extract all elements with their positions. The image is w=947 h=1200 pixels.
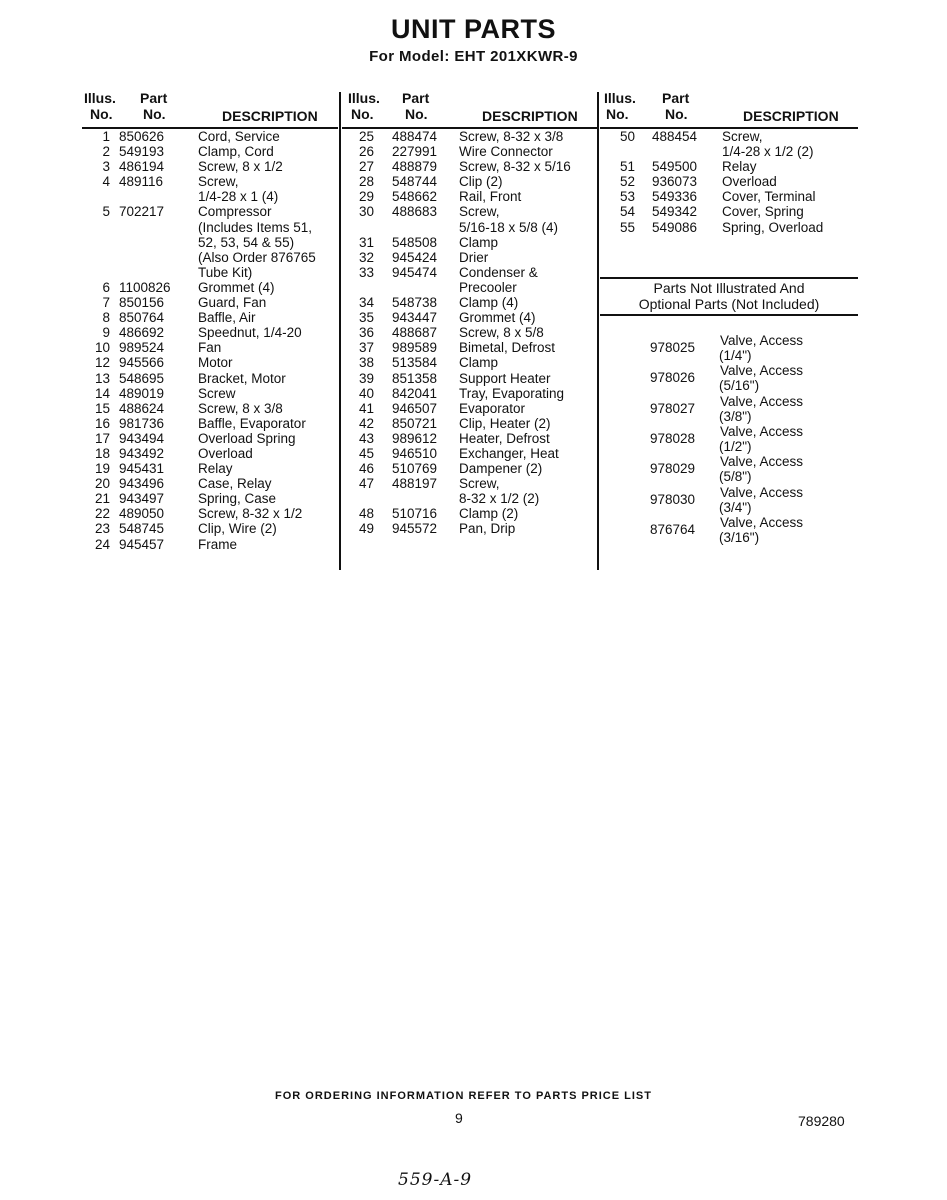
part-number: 489116 bbox=[119, 174, 164, 190]
part-description: Clamp (2) bbox=[459, 506, 519, 522]
part-description: Baffle, Evaporator bbox=[198, 415, 306, 431]
illus-number: 32 bbox=[358, 249, 374, 265]
part-description: Clip (2) bbox=[459, 174, 503, 190]
part-number: 946507 bbox=[392, 400, 438, 416]
part-description: Cover, Spring bbox=[722, 204, 804, 220]
part-number: 549336 bbox=[652, 189, 698, 205]
optional-part-number: 876764 bbox=[650, 521, 696, 537]
illus-number: 35 bbox=[358, 310, 374, 326]
document-number: 789280 bbox=[798, 1113, 845, 1129]
part-description: Spring, Case bbox=[198, 491, 277, 507]
part-number: 945572 bbox=[392, 521, 438, 537]
optional-part-size: (3/16") bbox=[719, 529, 760, 545]
illus-number: 47 bbox=[358, 476, 374, 492]
part-number: 488683 bbox=[392, 204, 438, 220]
part-number: 489019 bbox=[119, 385, 165, 401]
optional-part-description: Valve, Access bbox=[720, 454, 804, 470]
illus-number: 21 bbox=[94, 491, 110, 507]
illus-number: 46 bbox=[358, 461, 374, 477]
illus-number: 15 bbox=[94, 400, 110, 416]
part-number: 945457 bbox=[119, 536, 165, 552]
part-description: Support Heater bbox=[459, 370, 551, 386]
part-number: 488454 bbox=[652, 129, 698, 144]
illus-number: 23 bbox=[94, 521, 110, 537]
illus-number: 42 bbox=[358, 415, 374, 431]
illus-number: 49 bbox=[358, 521, 374, 537]
part-number: 486194 bbox=[119, 159, 165, 175]
part-description: 52, 53, 54 & 55) bbox=[198, 234, 295, 250]
illus-number: 13 bbox=[94, 370, 110, 386]
illus-header: Illus. No. bbox=[348, 90, 380, 122]
part-number: 943497 bbox=[119, 491, 165, 507]
part-description: Overload bbox=[722, 174, 777, 190]
part-header: Part No. bbox=[140, 90, 168, 122]
part-number: 549086 bbox=[652, 219, 698, 235]
part-description: Wire Connector bbox=[459, 144, 553, 160]
part-description: Clamp bbox=[459, 234, 499, 250]
part-description: Screw, 8-32 x 3/8 bbox=[459, 129, 564, 144]
part-description: (Includes Items 51, bbox=[198, 219, 313, 235]
part-description: Drier bbox=[459, 249, 489, 265]
optional-part-description: Valve, Access bbox=[720, 484, 804, 500]
part-description: Exchanger, Heat bbox=[459, 445, 559, 461]
part-number: 227991 bbox=[392, 144, 438, 160]
part-number: 488687 bbox=[392, 325, 438, 341]
part-header: Part No. bbox=[402, 90, 430, 122]
part-number: 489050 bbox=[119, 506, 165, 522]
part-description: Motor bbox=[198, 355, 233, 371]
illus-number: 26 bbox=[358, 144, 374, 160]
part-description: Clip, Wire (2) bbox=[198, 521, 277, 537]
optional-part-number: 978026 bbox=[650, 370, 696, 386]
part-number: 513584 bbox=[392, 355, 438, 371]
part-description: Screw, 8 x 1/2 bbox=[198, 159, 283, 175]
parts-column-2 bbox=[342, 90, 598, 570]
part-description: Screw, bbox=[459, 204, 500, 220]
illus-number: 36 bbox=[358, 325, 374, 341]
part-description: Clip, Heater (2) bbox=[459, 415, 551, 431]
illus-number: 29 bbox=[358, 189, 374, 205]
part-description: 5/16-18 x 5/8 (4) bbox=[459, 219, 559, 235]
part-number: 548662 bbox=[392, 189, 438, 205]
optional-part-description: Valve, Access bbox=[720, 333, 804, 348]
part-description: Spring, Overload bbox=[722, 219, 824, 235]
part-number: 510769 bbox=[392, 461, 438, 477]
part-number: 989589 bbox=[392, 340, 438, 356]
illus-header: Illus. No. bbox=[604, 90, 636, 122]
part-number: 945431 bbox=[119, 461, 165, 477]
illus-number: 43 bbox=[358, 430, 374, 446]
description-header: DESCRIPTION bbox=[222, 108, 318, 124]
optional-part-size: (3/8") bbox=[719, 408, 752, 424]
part-description: Screw, 8-32 x 1/2 bbox=[198, 506, 303, 522]
model-subtitle: For Model: EHT 201XKWR-9 bbox=[369, 48, 578, 65]
part-description: Clamp bbox=[459, 355, 499, 371]
ordering-info-footer: FOR ORDERING INFORMATION REFER TO PARTS PRICE LIST bbox=[275, 1090, 652, 1102]
part-number: 488474 bbox=[392, 129, 438, 144]
part-number: 842041 bbox=[392, 385, 438, 401]
column-divider bbox=[339, 92, 341, 570]
illus-number: 27 bbox=[358, 159, 374, 175]
part-number: 945566 bbox=[119, 355, 165, 371]
illus-header: Illus. No. bbox=[84, 90, 116, 122]
optional-part-description: Valve, Access bbox=[720, 423, 804, 439]
part-description: Overload Spring bbox=[198, 430, 296, 446]
part-description: 1/4-28 x 1/2 (2) bbox=[722, 144, 814, 160]
part-description: 1/4-28 x 1 (4) bbox=[198, 189, 279, 205]
handwritten-note: 559-A-9 bbox=[398, 1170, 473, 1190]
illus-number: 25 bbox=[358, 129, 374, 144]
part-description: Fan bbox=[198, 340, 222, 356]
optional-part-size: (3/4") bbox=[719, 499, 752, 515]
part-description: Cord, Service bbox=[198, 129, 280, 144]
illus-number: 18 bbox=[94, 445, 110, 461]
page-number: 9 bbox=[455, 1110, 463, 1126]
illus-number: 50 bbox=[619, 129, 635, 144]
part-description: Dampener (2) bbox=[459, 461, 543, 477]
part-description: Guard, Fan bbox=[198, 295, 267, 311]
not-illustrated-heading: Parts Not Illustrated And Optional Parts (Not Included) bbox=[638, 280, 820, 312]
optional-part-description: Valve, Access bbox=[720, 393, 804, 409]
parts-column-3 bbox=[600, 90, 858, 570]
part-number: 488197 bbox=[392, 476, 438, 492]
optional-part-description: Valve, Access bbox=[720, 514, 804, 530]
part-description: Screw, 8 x 3/8 bbox=[198, 400, 283, 416]
part-description: Overload bbox=[198, 445, 253, 461]
part-description: Screw, bbox=[198, 174, 239, 190]
part-description: Precooler bbox=[459, 279, 517, 295]
part-description: Screw, bbox=[722, 129, 763, 144]
illus-number: 28 bbox=[358, 174, 374, 190]
part-description: Baffle, Air bbox=[198, 310, 256, 326]
part-description: Cover, Terminal bbox=[722, 189, 816, 205]
part-description: Relay bbox=[198, 461, 233, 477]
page-title: UNIT PARTS bbox=[391, 14, 556, 44]
part-number: 548508 bbox=[392, 234, 438, 250]
optional-part-number: 978025 bbox=[650, 340, 696, 355]
illus-number: 24 bbox=[94, 536, 110, 552]
illus-number: 31 bbox=[358, 234, 374, 250]
optional-part-description: Valve, Access bbox=[720, 363, 804, 379]
part-description: Screw, 8 x 5/8 bbox=[459, 325, 544, 341]
part-number: 851358 bbox=[392, 370, 438, 386]
illus-number: 3 bbox=[102, 159, 110, 175]
illus-number: 40 bbox=[358, 385, 374, 401]
part-description: Clamp (4) bbox=[459, 295, 519, 311]
part-number: 981736 bbox=[119, 415, 165, 431]
part-number: 488624 bbox=[119, 400, 165, 416]
optional-part-number: 978027 bbox=[650, 400, 696, 416]
illus-number: 10 bbox=[94, 340, 110, 356]
description-header: DESCRIPTION bbox=[743, 108, 839, 124]
illus-number: 8 bbox=[102, 310, 110, 326]
part-number: 850764 bbox=[119, 310, 165, 326]
part-description: Screw, 8-32 x 5/16 bbox=[459, 159, 571, 175]
part-description: Bracket, Motor bbox=[198, 370, 286, 386]
part-number: 943496 bbox=[119, 476, 165, 492]
illus-number: 30 bbox=[358, 204, 374, 220]
part-description: Frame bbox=[198, 536, 238, 552]
part-number: 702217 bbox=[119, 204, 165, 220]
part-number: 486692 bbox=[119, 325, 165, 341]
section-rule bbox=[600, 314, 858, 316]
illus-number: 4 bbox=[102, 174, 110, 190]
part-description: Grommet (4) bbox=[198, 279, 275, 295]
part-description: Evaporator bbox=[459, 400, 526, 416]
illus-number: 2 bbox=[102, 144, 110, 160]
part-number: 850626 bbox=[119, 129, 165, 144]
description-header: DESCRIPTION bbox=[482, 108, 578, 124]
part-description: Case, Relay bbox=[198, 476, 272, 492]
part-number: 548695 bbox=[119, 370, 165, 386]
part-header: Part No. bbox=[662, 90, 690, 122]
part-description: Heater, Defrost bbox=[459, 430, 550, 446]
optional-part-number: 978030 bbox=[650, 491, 696, 507]
part-number: 549193 bbox=[119, 144, 165, 160]
part-number: 943492 bbox=[119, 445, 165, 461]
illus-number: 54 bbox=[619, 204, 635, 220]
illus-number: 38 bbox=[358, 355, 374, 371]
part-number: 945474 bbox=[392, 264, 438, 280]
part-number: 1100826 bbox=[119, 279, 171, 295]
illus-number: 48 bbox=[358, 506, 374, 522]
part-description: Pan, Drip bbox=[459, 521, 516, 537]
part-description: Bimetal, Defrost bbox=[459, 340, 556, 356]
part-description: Tray, Evaporating bbox=[459, 385, 565, 401]
part-description: Relay bbox=[722, 159, 757, 175]
part-description: Rail, Front bbox=[459, 189, 522, 205]
part-number: 850156 bbox=[119, 295, 165, 311]
part-description: Clamp, Cord bbox=[198, 144, 274, 160]
optional-part-size: (5/8") bbox=[719, 469, 752, 485]
part-number: 510716 bbox=[392, 506, 438, 522]
illus-number: 52 bbox=[619, 174, 635, 190]
illus-number: 7 bbox=[102, 295, 110, 311]
part-number: 549500 bbox=[652, 159, 698, 175]
part-description: Condenser & bbox=[459, 264, 538, 280]
optional-part-number: 978028 bbox=[650, 430, 696, 446]
optional-part-size: (1/4") bbox=[719, 348, 752, 363]
illus-number: 9 bbox=[102, 325, 110, 341]
part-description: Screw, bbox=[459, 476, 500, 492]
illus-number: 14 bbox=[94, 385, 110, 401]
illus-number: 53 bbox=[619, 189, 635, 205]
illus-number: 34 bbox=[358, 295, 374, 311]
illus-number: 45 bbox=[358, 445, 374, 461]
part-description: (Also Order 876765 bbox=[198, 249, 316, 265]
part-number: 989612 bbox=[392, 430, 438, 446]
part-number: 943447 bbox=[392, 310, 438, 326]
section-rule bbox=[600, 277, 858, 279]
optional-part-number: 978029 bbox=[650, 461, 696, 477]
parts-column-1 bbox=[82, 90, 338, 570]
part-number: 946510 bbox=[392, 445, 438, 461]
part-number: 549342 bbox=[652, 204, 698, 220]
part-number: 548745 bbox=[119, 521, 165, 537]
column-divider bbox=[597, 92, 599, 570]
part-description: Compressor bbox=[198, 204, 272, 220]
illus-number: 1 bbox=[102, 129, 110, 144]
optional-part-size: (5/16") bbox=[719, 378, 760, 394]
illus-number: 55 bbox=[619, 219, 635, 235]
illus-number: 37 bbox=[358, 340, 374, 356]
part-number: 989524 bbox=[119, 340, 165, 356]
part-number: 850721 bbox=[392, 415, 438, 431]
part-description: 8-32 x 1/2 (2) bbox=[459, 491, 540, 507]
illus-number: 19 bbox=[94, 461, 110, 477]
illus-number: 41 bbox=[358, 400, 374, 416]
illus-number: 22 bbox=[94, 506, 110, 522]
part-description: Tube Kit) bbox=[198, 264, 253, 280]
illus-number: 17 bbox=[94, 430, 110, 446]
illus-number: 6 bbox=[102, 279, 110, 295]
part-number: 936073 bbox=[652, 174, 698, 190]
illus-number: 5 bbox=[102, 204, 110, 220]
illus-number: 16 bbox=[94, 415, 110, 431]
illus-number: 51 bbox=[619, 159, 635, 175]
optional-part-size: (1/2") bbox=[719, 438, 752, 454]
illus-number: 39 bbox=[358, 370, 374, 386]
illus-number: 20 bbox=[94, 476, 110, 492]
illus-number: 33 bbox=[358, 264, 374, 280]
part-number: 548738 bbox=[392, 295, 438, 311]
part-description: Grommet (4) bbox=[459, 310, 536, 326]
part-number: 488879 bbox=[392, 159, 438, 175]
part-number: 945424 bbox=[392, 249, 438, 265]
part-number: 548744 bbox=[392, 174, 438, 190]
part-description: Speednut, 1/4-20 bbox=[198, 325, 302, 341]
illus-number: 12 bbox=[94, 355, 110, 371]
part-description: Screw bbox=[198, 385, 236, 401]
part-number: 943494 bbox=[119, 430, 165, 446]
